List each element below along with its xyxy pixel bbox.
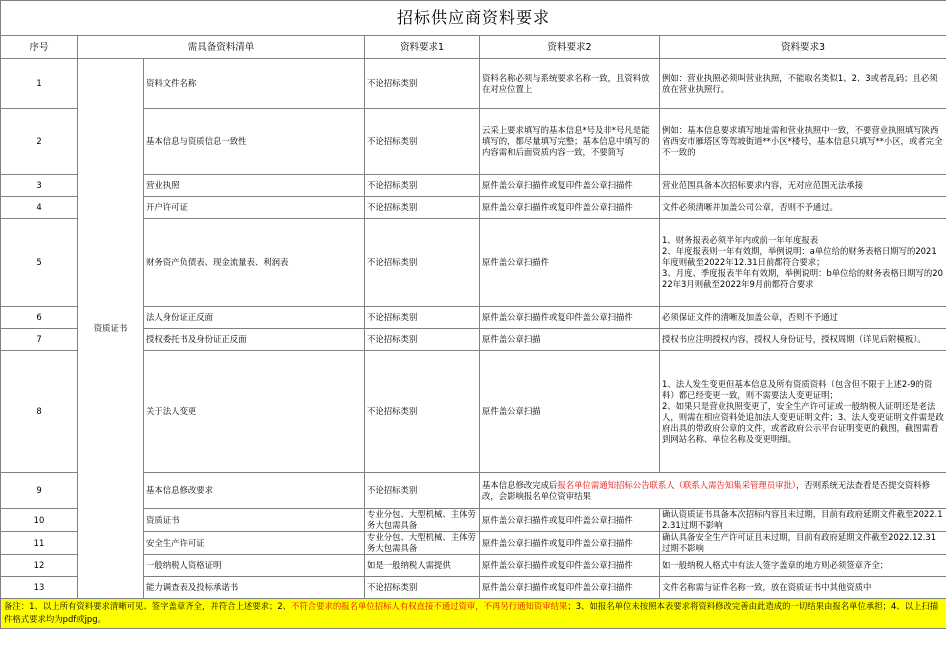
row-req2-tail: ，否则系统无法查看是否提交资料修改，会影响报名单位资审结果 — [482, 479, 931, 501]
row-item: 资料文件名称 — [144, 59, 365, 109]
row-req2: 原件盖公章扫描件或复印件盖公章扫描件 — [480, 532, 660, 555]
row-req1: 如是一般纳税人需提供 — [365, 555, 480, 577]
row-req2: 原件盖公章扫描件或复印件盖公章扫描件 — [480, 175, 660, 197]
page-title: 招标供应商资料要求 — [1, 1, 946, 36]
row-req2: 资料名称必须与系统要求名称一致，且资料放在对应位置上 — [480, 59, 660, 109]
row-item: 能力调查表及投标承诺书 — [144, 577, 365, 599]
row-req3: 确认具备安全生产许可证且未过期，目前有政府延期文件截至2022.12.31过期不影响 — [660, 532, 946, 555]
row-no: 8 — [1, 351, 78, 473]
row-req1: 不论招标类别 — [365, 577, 480, 599]
row-req2: 云采上要求填写的基本信息*号及非*号凡是能填写的，都尽量填写完整；基本信息中填写的内容需和后面资质内容一致，不要简写 — [480, 109, 660, 175]
header-req1: 资料要求1 — [365, 36, 480, 59]
row-item: 法人身份证正反面 — [144, 307, 365, 329]
row-item: 授权委托书及身份证正反面 — [144, 329, 365, 351]
row-no: 11 — [1, 532, 78, 555]
row-no: 13 — [1, 577, 78, 599]
row-no: 10 — [1, 509, 78, 532]
row-req1: 不论招标类别 — [365, 109, 480, 175]
row-req2: 原件盖公章扫描件或复印件盖公章扫描件 — [480, 577, 660, 599]
header-row — [1, 36, 946, 59]
row-item: 基本信息修改要求 — [144, 473, 365, 509]
row-item: 营业执照 — [144, 175, 365, 197]
row-req2-highlight: 报名单位需通知招标公告联系人（联系人需告知集采管理员审批） — [557, 479, 797, 490]
table-row — [1, 59, 946, 109]
row-no: 1 — [1, 59, 78, 109]
row-req2: 原件盖公章扫描件或复印件盖公章扫描件 — [480, 197, 660, 219]
row-req3: 1、财务报表必须半年内或前一年年度报表 2、年度报表则一年有效期，举例说明：a单位给的财务表格日期写的2021年度则截至2022年12.31日前都符合要求； 3、月度、季度报表半年有效期，举例说明：b单位给的财务表格日期写的2022年3月则截至2022年9月前都符合要求 — [660, 219, 946, 307]
row-item: 资质证书 — [144, 509, 365, 532]
row-req3: 例如：基本信息要求填写地址需和营业执照中一致，不要营业执照填写陕西省西安市雁塔区等驾坡街道**小区*楼号，基本信息只填写**小区，或者完全不一致的 — [660, 109, 946, 175]
row-req2: 原件盖公章扫描件或复印件盖公章扫描件 — [480, 307, 660, 329]
row-item: 关于法人变更 — [144, 351, 365, 473]
row-item: 开户许可证 — [144, 197, 365, 219]
category-cell: 资质证书 — [78, 59, 144, 599]
row-item: 财务资产负债表、现金流量表、利润表 — [144, 219, 365, 307]
row-no: 2 — [1, 109, 78, 175]
row-no: 4 — [1, 197, 78, 219]
row-req3: 必须保证文件的清晰及加盖公章，否则不予通过 — [660, 307, 946, 329]
row-req1: 不论招标类别 — [365, 175, 480, 197]
row-req1: 不论招标类别 — [365, 59, 480, 109]
row-req1: 不论招标类别 — [365, 329, 480, 351]
row-item: 安全生产许可证 — [144, 532, 365, 555]
row-req3: 授权书应注明授权内容，授权人身份证号，授权周期（详见后附模板）。 — [660, 329, 946, 351]
notes-row — [1, 599, 946, 629]
row-no: 6 — [1, 307, 78, 329]
row-no: 9 — [1, 473, 78, 509]
header-req2: 资料要求2 — [480, 36, 660, 59]
row-req1: 专业分包、大型机械、主体劳务大包需具备 — [365, 509, 480, 532]
row-req1: 不论招标类别 — [365, 219, 480, 307]
row-req1: 不论招标类别 — [365, 307, 480, 329]
row-req1: 不论招标类别 — [365, 351, 480, 473]
row-req2: 原件盖公章扫描 — [480, 329, 660, 351]
row-req2: 原件盖公章扫描件或复印件盖公章扫描件 — [480, 555, 660, 577]
row-req1: 不论招标类别 — [365, 197, 480, 219]
notes-highlight: 不符合要求的报名单位招标人有权直接不通过资审，不再另行通知资审结果 — [291, 601, 568, 611]
row-req3: 例如：营业执照必须叫营业执照，不能取名类似1、2、3或者乱码；且必须放在营业执照行。 — [660, 59, 946, 109]
row-req3: 文件名称需与证件名称一致，放在资质证书中其他资质中 — [660, 577, 946, 599]
row-req3: 文件必须清晰并加盖公司公章，否则不予通过。 — [660, 197, 946, 219]
row-item: 一般纳税人资格证明 — [144, 555, 365, 577]
row-no: 3 — [1, 175, 78, 197]
row-req2: 原件盖公章扫描件 — [480, 219, 660, 307]
row-req3: 1、法人发生变更但基本信息及所有资质资料（包含但不限于上述2-9的资料）都已经变更一致，则不需要法人变更证明； 2、如果只是营业执照变更了，安全生产许可证或一般纳税人证明还是老法人，则需在相应资料处追加法人变更证明文件；3、法人变更证明文件需是政府出具的带政府公章的文件，或者政府公示平台证明变更的截图，截图需看到网站名称、单位名称及变更明细。 — [660, 351, 946, 473]
header-no: 序号 — [1, 36, 78, 59]
row-req2-text: 基本信息修改完成后 — [482, 479, 558, 490]
row-req1: 不论招标类别 — [365, 473, 480, 509]
notes-text: 备注：1、以上所有资料要求清晰可见、签字盖章齐全，并符合上述要求；2、 — [4, 601, 292, 611]
row-req2: 原件盖公章扫描件或复印件盖公章扫描件 — [480, 509, 660, 532]
row-req1: 专业分包、大型机械、主体劳务大包需具备 — [365, 532, 480, 555]
notes-cell — [1, 599, 946, 629]
row-req3: 营业范围具备本次招标要求内容，无对应范围无法承接 — [660, 175, 946, 197]
row-no: 12 — [1, 555, 78, 577]
row-no: 7 — [1, 329, 78, 351]
header-item: 需具备资料清单 — [78, 36, 365, 59]
notes-tail: ；3、如报名单位未按照本表要求将资料修改完善由此造成的一切结果由报名单位承担；4、以上扫描件格式要求均为pdf或jpg。 — [4, 601, 939, 624]
row-item: 基本信息与资质信息一致性 — [144, 109, 365, 175]
header-req3: 资料要求3 — [660, 36, 946, 59]
row-req3: 确认资质证书具备本次招标内容且未过期，目前有政府延期文件截至2022.12.31过期不影响 — [660, 509, 946, 532]
row-req2: 原件盖公章扫描 — [480, 351, 660, 473]
row-req3: 如一般纳税人格式中有法人签字盖章的地方则必须签章齐全； — [660, 555, 946, 577]
row-no: 5 — [1, 219, 78, 307]
row-req2-merged — [480, 473, 946, 509]
